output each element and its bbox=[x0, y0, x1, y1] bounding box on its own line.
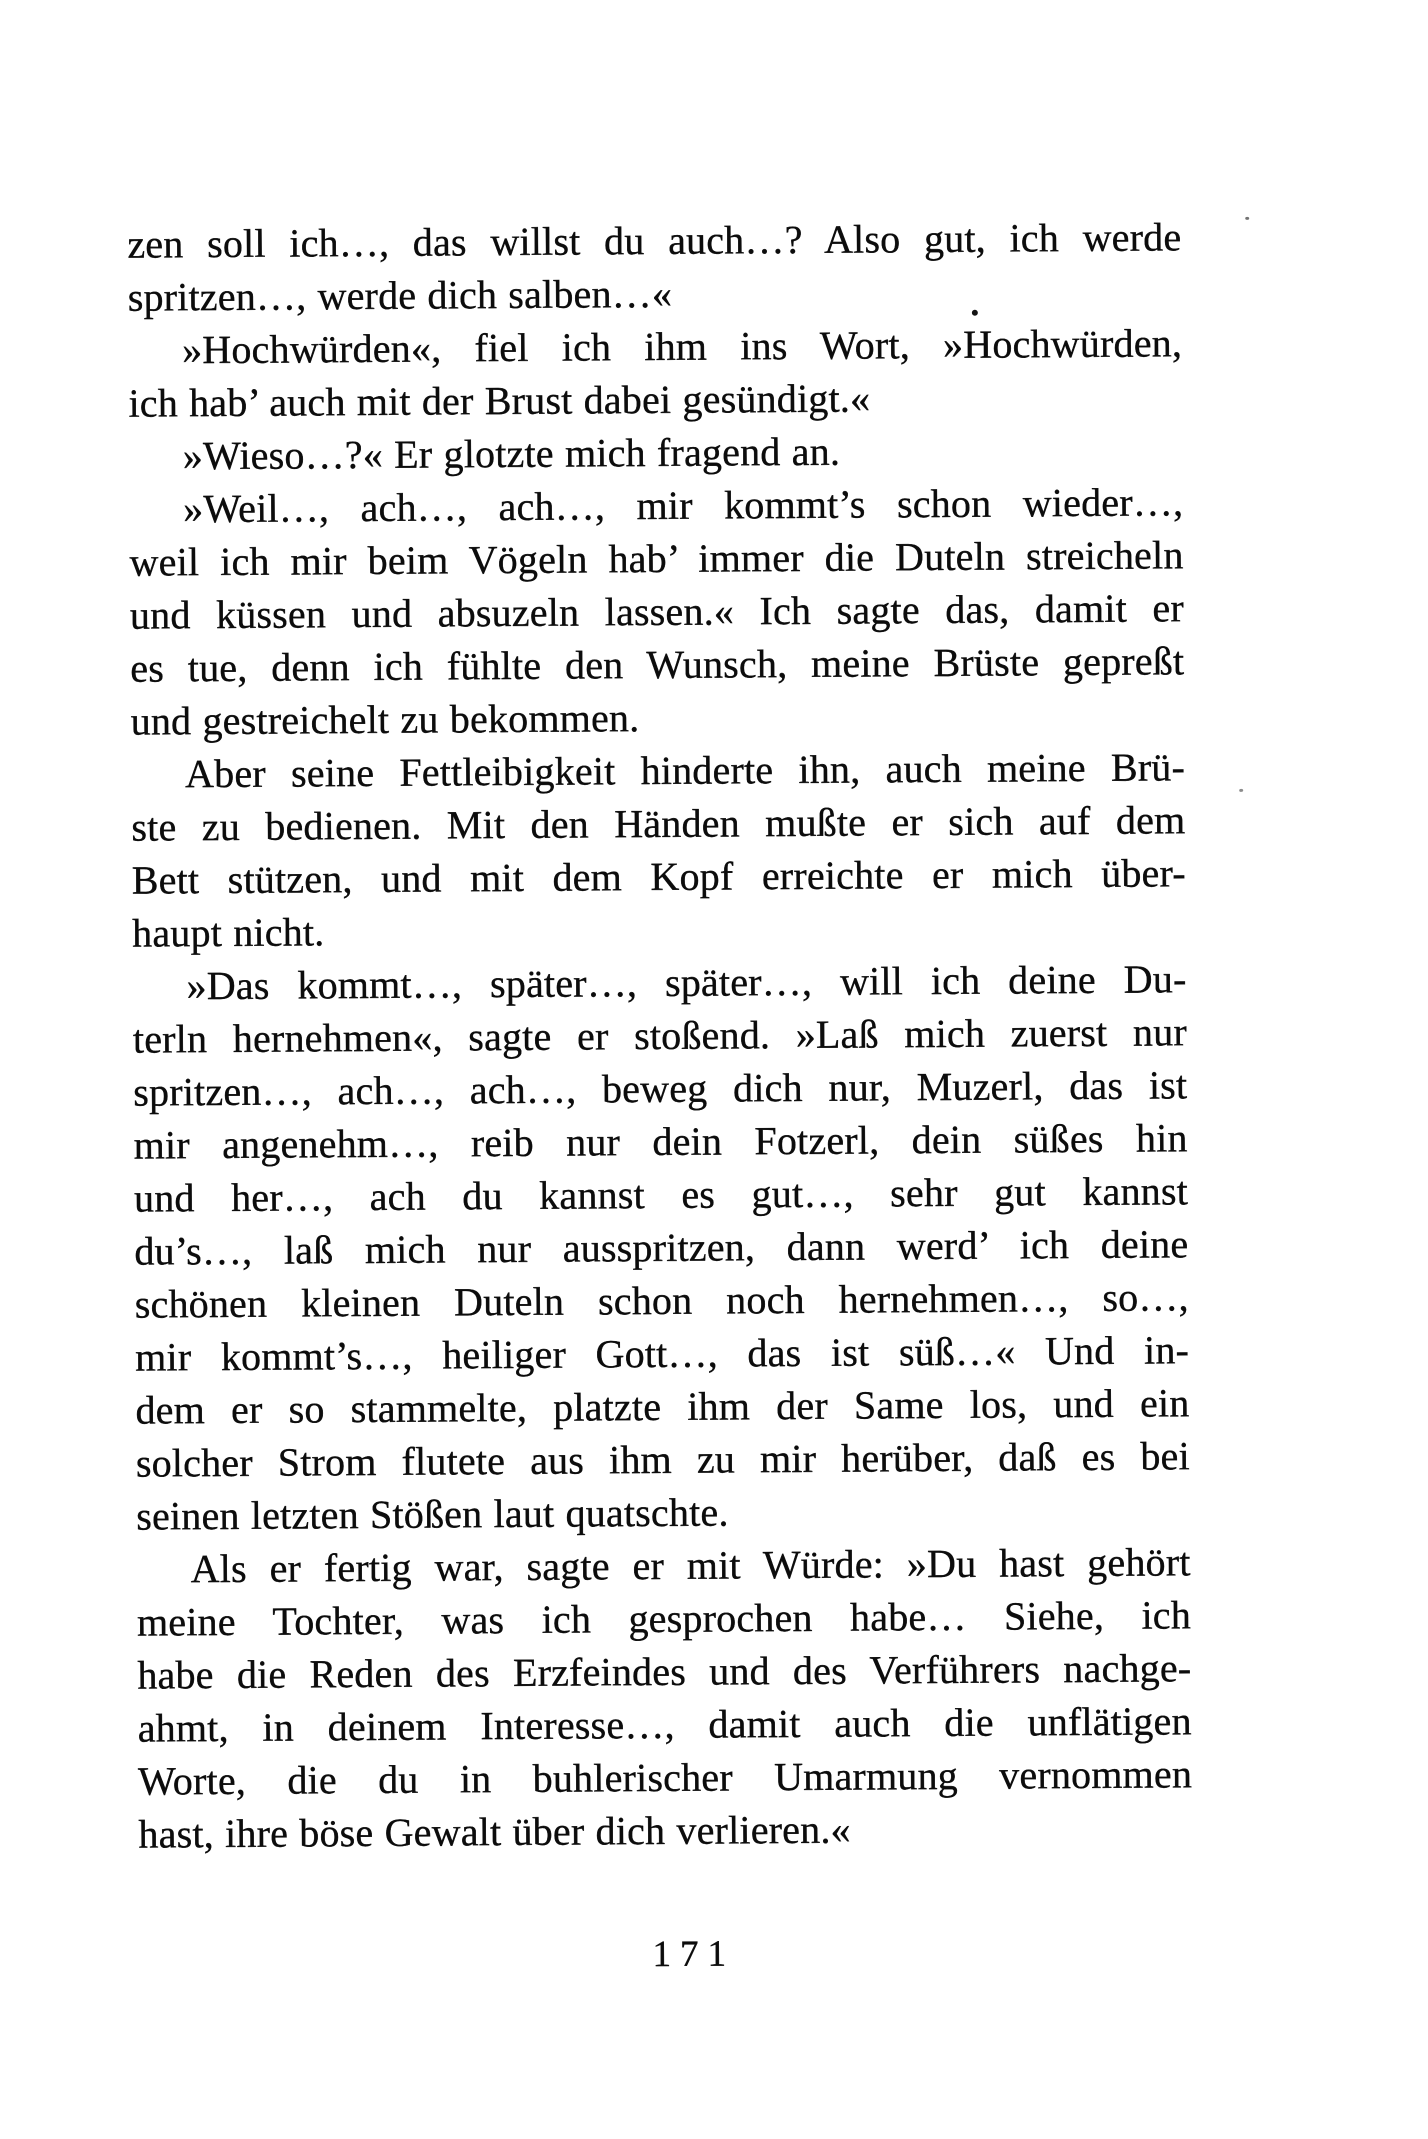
text-line: »Weil…, ach…, ach…, mir kommt’s schon wieder…, bbox=[183, 479, 1184, 532]
text-line: »Das kommt…, später…, später…, will ich deine Du- bbox=[186, 956, 1187, 1009]
text-line: seinen letzten Stößen laut quatschte. bbox=[136, 1489, 729, 1539]
ink-speck bbox=[1239, 789, 1243, 792]
text-line: solcher Strom flutete aus ihm zu mir herüber, daß es bei bbox=[135, 1433, 1191, 1486]
text-line: ste zu bedienen. Mit den Händen mußte er sich auf dem bbox=[131, 797, 1186, 850]
text-line: spritzen…, werde dich salben…« bbox=[127, 270, 673, 320]
text-line: schönen kleinen Duteln schon noch hernehmen…, so…, bbox=[134, 1274, 1189, 1327]
page-number: 171 bbox=[652, 1933, 736, 1976]
ink-speck bbox=[972, 310, 978, 316]
text-line: Aber seine Fettleibigkeit hinderte ihn, auch meine Brü- bbox=[184, 744, 1186, 797]
text-line: du’s…, laß mich nur ausspritzen, dann werd’ ich deine bbox=[134, 1221, 1189, 1274]
ink-speck bbox=[1245, 217, 1249, 220]
text-line: ahmt, in deinem Interesse…, damit auch die unflätigen bbox=[137, 1698, 1192, 1751]
text-line: und her…, ach du kannst es gut…, sehr gut kannst bbox=[133, 1168, 1189, 1221]
text-line: es tue, denn ich fühlte den Wunsch, meine Brüste gepreßt bbox=[130, 638, 1185, 691]
text-line: meine Tochter, was ich gesprochen habe… Siehe, ich bbox=[136, 1592, 1192, 1645]
text-line: dem er so stammelte, platzte ihm der Same los, und ein bbox=[135, 1380, 1190, 1433]
text-line: »Hochwürden«, fiel ich ihm ins Wort, »Hochwürden, bbox=[181, 320, 1183, 373]
text-line: haupt nicht. bbox=[132, 909, 325, 956]
text-line: Bett stützen, und mit dem Kopf erreichte er mich über- bbox=[131, 850, 1186, 903]
text-line: terln hernehmen«, sagte er stoßend. »Laß mich zuerst nur bbox=[132, 1009, 1188, 1062]
text-line: weil ich mir beim Vögeln hab’ immer die Duteln streicheln bbox=[129, 532, 1184, 585]
text-line: Als er fertig war, sagte er mit Würde: »Du hast gehört bbox=[190, 1539, 1191, 1592]
text-line: ich hab’ auch mit der Brust dabei gesündigt.« bbox=[128, 375, 871, 426]
text-line: mir angenehm…, reib nur dein Fotzerl, dein süßes hin bbox=[133, 1115, 1188, 1168]
text-line: spritzen…, ach…, ach…, beweg dich nur, Muzerl, das ist bbox=[133, 1062, 1188, 1115]
text-line: und küssen und absuzeln lassen.« Ich sagte das, damit er bbox=[129, 585, 1185, 638]
text-line: zen soll ich…, das willst du auch…? Also gut, ich werde bbox=[127, 214, 1182, 267]
text-line: »Wieso…?« Er glotzte mich fragend an. bbox=[182, 428, 841, 479]
body-text-block bbox=[127, 210, 1192, 1860]
text-line: Worte, die du in buhlerischer Umarmung vernommen bbox=[137, 1751, 1193, 1804]
text-line: hast, ihre böse Gewalt über dich verlieren.« bbox=[138, 1806, 851, 1857]
text-line: mir kommt’s…, heiliger Gott…, das ist süß…« Und in- bbox=[134, 1327, 1190, 1380]
text-line: habe die Reden des Erzfeindes und des Verführers nachge- bbox=[137, 1645, 1192, 1698]
text-line: und gestreichelt zu bekommen. bbox=[130, 695, 640, 744]
